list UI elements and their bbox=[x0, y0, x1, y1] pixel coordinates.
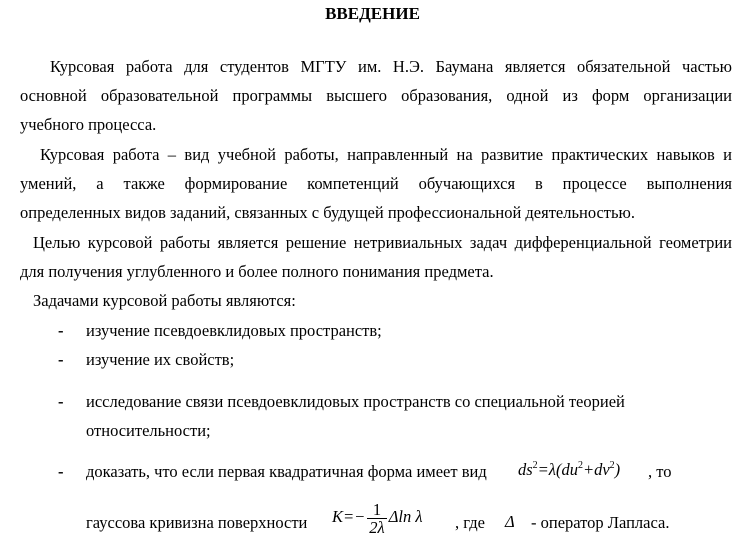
formula-plus-dv: +dv bbox=[582, 460, 610, 479]
paragraph-2-line-3: определенных видов заданий, связанных с будущей профессиональной деятельностью. bbox=[20, 203, 635, 222]
list-dash-3: - bbox=[58, 392, 64, 411]
fraction-numerator: 1 bbox=[367, 501, 386, 519]
formula-gaussian-curvature bbox=[332, 500, 422, 536]
list-item-2: изучение их свойств; bbox=[86, 350, 235, 369]
paragraph-1-line-2: основной образовательной программы высшего образования, одной из форм организации bbox=[20, 86, 732, 105]
formula-sup: 2 bbox=[577, 460, 583, 471]
list-item-4-line-2-text: гауссова кривизна поверхности bbox=[86, 513, 308, 532]
laplace-delta-symbol: Δ bbox=[505, 512, 515, 531]
paragraph-2-line-2: умений, а также формирование компетенций обучающихся в процессе выполнения bbox=[20, 174, 732, 193]
paragraph-3-line-1: Целью курсовой работы является решение нетривиальных задач дифференциальной геометрии bbox=[33, 233, 732, 252]
formula-laplace-ln-lambda: Δln λ bbox=[388, 507, 423, 526]
fraction-denominator: 2λ bbox=[369, 517, 385, 537]
list-dash-2: - bbox=[58, 350, 64, 369]
paragraph-2-line-1: Курсовая работа – вид учебной работы, направленный на развитие практических навыков и bbox=[40, 145, 732, 164]
tasks-intro: Задачами курсовой работы являются: bbox=[33, 291, 296, 310]
paragraph-1-line-1: Курсовая работа для студентов МГТУ им. Н.Э. Баумана является обязательной частью bbox=[50, 57, 732, 76]
formula-K: K=− bbox=[332, 507, 366, 526]
formula-sup: 2 bbox=[532, 460, 538, 471]
list-item-1: изучение псевдоевклидовых пространств; bbox=[86, 321, 382, 340]
list-item-4-then: , то bbox=[648, 462, 672, 481]
formula-du: (du bbox=[555, 460, 578, 479]
formula-ds: ds bbox=[518, 460, 533, 479]
formula-fraction bbox=[367, 501, 386, 536]
list-item-3-line-1: исследование связи псевдоевклидовых пространств со специальной теорией bbox=[86, 392, 625, 411]
paragraph-1-line-3: учебного процесса. bbox=[20, 115, 157, 134]
formula-close: ) bbox=[614, 460, 621, 479]
list-item-3-line-2: относительности; bbox=[86, 421, 211, 440]
list-dash-1: - bbox=[58, 321, 64, 340]
list-item-4-where: , где bbox=[455, 513, 485, 532]
list-item-4-laplace-text: - оператор Лапласа. bbox=[531, 513, 670, 532]
formula-sup: 2 bbox=[609, 460, 615, 471]
list-dash-4: - bbox=[58, 462, 64, 481]
formula-eq-lambda: =λ bbox=[537, 460, 556, 479]
formula-first-quadratic-form bbox=[518, 460, 620, 483]
list-item-4-text: доказать, что если первая квадратичная форма имеет вид bbox=[86, 462, 487, 481]
paragraph-3-line-2: для получения углубленного и более полного понимания предмета. bbox=[20, 262, 494, 281]
page-title: ВВЕДЕНИЕ bbox=[325, 4, 420, 23]
